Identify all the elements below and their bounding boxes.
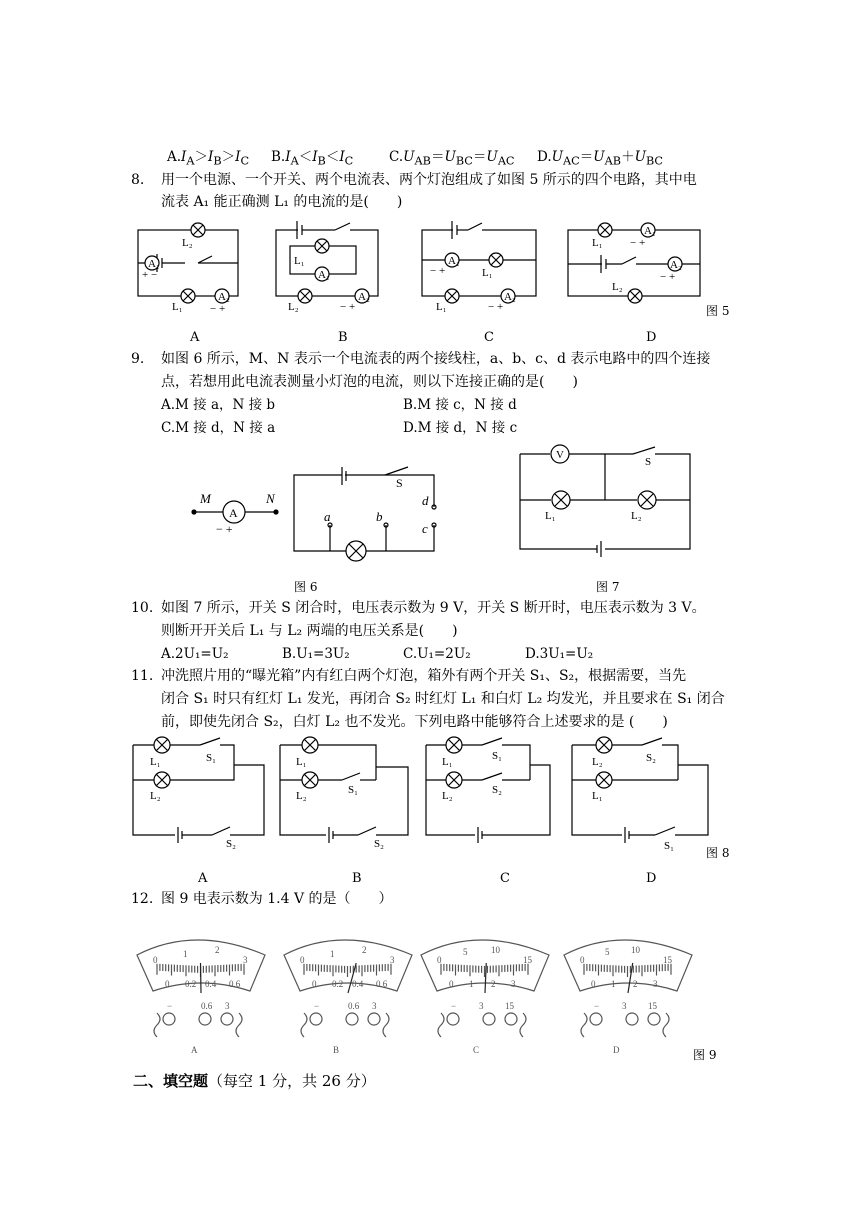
svg-text:− +: − + — [660, 271, 676, 283]
q10-text-line2: 则断开开关后 L₁ 与 L₂ 两端的电压关系是( ) — [161, 623, 458, 639]
svg-text:5: 5 — [605, 947, 610, 957]
meter-wire — [154, 1013, 160, 1037]
svg-text:0: 0 — [580, 955, 585, 965]
q11-text-line1: 冲洗照片用的“曝光箱”内有红白两个灯泡，箱外有两个开关 S₁、S₂，根据需要，当先 — [161, 668, 687, 684]
svg-text:0: 0 — [165, 979, 170, 989]
svg-text:S₁: S₁ — [206, 752, 216, 764]
q10-option-d: D.3U₁=U₂ — [525, 646, 594, 662]
figure5-circuits — [130, 218, 730, 318]
svg-text:L₁: L₁ — [442, 756, 453, 768]
svg-text:0.6: 0.6 — [229, 979, 241, 989]
svg-text:L₁: L₁ — [172, 301, 183, 313]
svg-text:10: 10 — [491, 945, 500, 955]
svg-text:− +: − + — [216, 522, 233, 536]
q10-option-b: B.U₁=3U₂ — [282, 646, 350, 662]
q10-option-c: C.U₁=2U₂ — [403, 646, 471, 662]
q8-text-line1: 用一个电源、一个开关、两个电流表、两个灯泡组成了如图 5 所示的四个电路，其中电 — [161, 172, 697, 188]
meter-wire — [581, 1013, 587, 1037]
meter-terminal — [626, 1013, 638, 1025]
figure7-circuit — [515, 445, 695, 555]
svg-text:+ −: + − — [142, 269, 158, 281]
svg-text:0.2: 0.2 — [332, 979, 344, 989]
fig5-choice-d: D — [646, 330, 657, 345]
q12-text: 图 9 电表示数为 1.4 V 的是（ ） — [161, 891, 393, 907]
svg-text:0: 0 — [437, 955, 442, 965]
q7-option-a: $A.I_A>I_B>I_C$ — [167, 149, 250, 168]
fig8-choice-d: D — [646, 871, 657, 886]
svg-text:2: 2 — [362, 945, 367, 955]
fig8-choice-c: C — [500, 871, 510, 886]
svg-text:c: c — [422, 521, 428, 536]
svg-text:b: b — [376, 509, 383, 524]
svg-text:0: 0 — [312, 979, 317, 989]
svg-text:2: 2 — [215, 945, 220, 955]
svg-text:S: S — [645, 456, 652, 468]
fig8-label: 图 8 — [706, 846, 730, 860]
fig6-label: 图 6 — [294, 580, 318, 594]
svg-text:0.2: 0.2 — [185, 979, 197, 989]
meter-terminal — [590, 1013, 602, 1025]
meter-needle — [485, 963, 486, 993]
svg-text:− +: − + — [430, 265, 446, 277]
fig7-label: 图 7 — [596, 580, 620, 594]
figure6-circuit — [190, 455, 450, 570]
svg-text:A₁: A₁ — [448, 255, 460, 267]
meter-terminal — [163, 1013, 175, 1025]
svg-text:− +: − + — [210, 303, 226, 315]
fig5-c-frame — [422, 230, 536, 296]
svg-text:A₂: A₂ — [358, 291, 370, 303]
svg-text:A₂: A₂ — [670, 259, 682, 271]
svg-text:A₁: A₁ — [644, 225, 656, 237]
meter-terminal — [368, 1013, 380, 1025]
meter-wire — [383, 1013, 389, 1037]
svg-text:S₂: S₂ — [646, 752, 656, 764]
fig9-label: 图 9 — [693, 1048, 717, 1062]
q7-option-b: $B.I_A<I_B<I_C$ — [271, 149, 354, 168]
svg-text:5: 5 — [463, 947, 468, 957]
meter-face — [284, 940, 412, 991]
svg-text:S₂: S₂ — [226, 838, 236, 850]
svg-text:1: 1 — [469, 979, 474, 989]
figure9-meters — [135, 935, 695, 1060]
meter-wire — [301, 1013, 307, 1037]
meter-wire — [520, 1013, 526, 1037]
q10-text-line1: 如图 7 所示，开关 S 闭合时，电压表示数为 9 V，开关 S 断开时，电压表示数为 3 V。 — [161, 600, 706, 616]
svg-text:0: 0 — [449, 979, 454, 989]
svg-text:d: d — [422, 493, 429, 508]
svg-text:M: M — [200, 491, 211, 506]
svg-text:0.6: 0.6 — [348, 1001, 360, 1011]
fig8-choice-a: A — [198, 871, 208, 886]
svg-text:A₂: A₂ — [504, 291, 516, 303]
svg-text:A₂: A₂ — [218, 291, 230, 303]
svg-text:L₁: L₁ — [436, 301, 447, 313]
q9-text-line2: 点，若想用此电流表测量小灯泡的电流，则以下连接正确的是( ) — [161, 374, 578, 390]
svg-text:3: 3 — [511, 979, 516, 989]
svg-text:L₂: L₂ — [442, 790, 453, 802]
meter-terminal — [447, 1013, 459, 1025]
meter-terminal — [310, 1013, 322, 1025]
svg-text:S₂: S₂ — [492, 784, 502, 796]
meter-terminal — [648, 1013, 660, 1025]
svg-text:0.4: 0.4 — [205, 979, 217, 989]
q12-number: 12. — [131, 891, 154, 907]
section2-note: （每空 1 分，共 26 分） — [208, 1072, 376, 1090]
svg-text:15: 15 — [505, 1001, 514, 1011]
figure8-circuits — [130, 735, 720, 855]
svg-text:1: 1 — [330, 949, 335, 959]
q8-text-line2: 流表 A₁ 能正确测 L₁ 的电流的是( ) — [161, 194, 403, 210]
q8-number: 8. — [131, 172, 145, 188]
svg-text:−: − — [594, 1001, 600, 1011]
meter-wire — [663, 1013, 669, 1037]
meter-needle — [201, 963, 202, 993]
svg-text:S₁: S₁ — [492, 750, 502, 762]
svg-text:15: 15 — [648, 1001, 657, 1011]
svg-text:V: V — [556, 449, 564, 461]
svg-text:0: 0 — [591, 979, 596, 989]
svg-text:L₁: L₁ — [150, 756, 161, 768]
svg-text:L₁: L₁ — [296, 756, 307, 768]
svg-text:L₁: L₁ — [482, 267, 493, 279]
svg-text:L₂: L₂ — [182, 237, 193, 249]
svg-text:10: 10 — [631, 945, 640, 955]
svg-text:− +: − + — [488, 301, 504, 313]
meter-face — [564, 940, 692, 991]
svg-text:3: 3 — [372, 1001, 377, 1011]
svg-text:15: 15 — [663, 955, 672, 965]
svg-text:− +: − + — [630, 237, 646, 249]
q7-option-c: $C.U_{AB}=U_{BC}=U_{AC}$ — [389, 149, 515, 168]
svg-text:L₂: L₂ — [612, 281, 623, 293]
q7-option-d: $D.U_{AC}=U_{AB}+U_{BC}$ — [537, 149, 664, 168]
q9-number: 9. — [131, 351, 145, 367]
svg-text:−: − — [167, 1001, 173, 1011]
svg-text:N: N — [266, 491, 275, 506]
svg-text:2: 2 — [491, 979, 496, 989]
meter-terminal — [483, 1013, 495, 1025]
svg-text:S₁: S₁ — [348, 784, 358, 796]
q10-number: 10. — [131, 600, 154, 616]
q11-text-line2: 闭合 S₁ 时只有红灯 L₁ 发光，再闭合 S₂ 时红灯 L₁ 和白灯 L₂ 均发光，并且要求在 S₁ 闭合 — [161, 691, 725, 707]
svg-text:−: − — [451, 1001, 457, 1011]
meter-wire — [438, 1013, 444, 1037]
svg-text:3: 3 — [390, 955, 395, 965]
svg-text:1: 1 — [183, 949, 188, 959]
svg-text:L₂: L₂ — [631, 510, 642, 522]
svg-text:3: 3 — [622, 1001, 627, 1011]
meter-wire — [236, 1013, 242, 1037]
fig8-choice-b: B — [352, 871, 362, 886]
meter-terminal — [505, 1013, 517, 1025]
svg-text:L₂: L₂ — [150, 790, 161, 802]
meter-terminal — [346, 1013, 358, 1025]
svg-text:B: B — [333, 1045, 340, 1055]
svg-text:−: − — [314, 1001, 320, 1011]
svg-text:0.6: 0.6 — [201, 1001, 213, 1011]
svg-text:L₂: L₂ — [288, 301, 299, 313]
fig5-b-frame — [276, 230, 378, 296]
q9-option-c: C.M 接 d，N 接 a — [161, 420, 276, 436]
svg-text:A: A — [191, 1045, 198, 1055]
q11-number: 11. — [131, 668, 154, 684]
svg-text:15: 15 — [523, 955, 532, 965]
svg-text:L₁: L₁ — [545, 510, 556, 522]
fig5-choice-a: A — [190, 330, 200, 345]
svg-text:A₁: A₁ — [318, 269, 330, 281]
svg-text:3: 3 — [653, 979, 658, 989]
q9-text-line1: 如图 6 所示，M、N 表示一个电流表的两个接线柱，a、b、c、d 表示电路中的四个连接 — [161, 351, 711, 367]
svg-text:S: S — [396, 476, 403, 490]
svg-text:0: 0 — [300, 955, 305, 965]
q10-option-a: A.2U₁=U₂ — [161, 646, 229, 662]
svg-text:L₂: L₂ — [592, 756, 603, 768]
fig5-choice-c: C — [484, 330, 494, 345]
svg-text:L₁: L₁ — [294, 255, 305, 267]
svg-text:C: C — [473, 1045, 480, 1055]
svg-text:a: a — [324, 509, 331, 524]
svg-text:1: 1 — [611, 979, 616, 989]
svg-text:3: 3 — [243, 955, 248, 965]
svg-text:L₁: L₁ — [592, 237, 603, 249]
meter-terminal — [221, 1013, 233, 1025]
svg-text:0.4: 0.4 — [352, 979, 364, 989]
svg-text:3: 3 — [479, 1001, 484, 1011]
fig5-choice-b: B — [338, 330, 348, 345]
fig5-label: 图 5 — [706, 304, 730, 318]
svg-text:A: A — [229, 506, 238, 520]
svg-text:L₂: L₂ — [296, 790, 307, 802]
svg-text:D: D — [613, 1045, 620, 1055]
q9-option-d: D.M 接 d，N 接 c — [403, 420, 518, 436]
svg-text:S₁: S₁ — [664, 840, 674, 852]
svg-text:L₁: L₁ — [592, 790, 603, 802]
q9-option-a: A.M 接 a，N 接 b — [161, 397, 276, 413]
svg-text:0.6: 0.6 — [376, 979, 388, 989]
svg-text:3: 3 — [225, 1001, 230, 1011]
svg-text:0: 0 — [153, 955, 158, 965]
svg-text:S₂: S₂ — [374, 838, 384, 850]
svg-text:A₁: A₁ — [148, 258, 160, 270]
q9-option-b: B.M 接 c，N 接 d — [403, 397, 517, 413]
meter-terminal — [199, 1013, 211, 1025]
svg-text:− +: − + — [340, 301, 356, 313]
svg-text:2: 2 — [633, 979, 638, 989]
q11-text-line3: 前，即使先闭合 S₂，白灯 L₂ 也不发光。下列电路中能够符合上述要求的是 ( ) — [161, 714, 668, 730]
section2-heading — [133, 1070, 376, 1091]
section2-title: 二、填空题 — [133, 1072, 209, 1090]
